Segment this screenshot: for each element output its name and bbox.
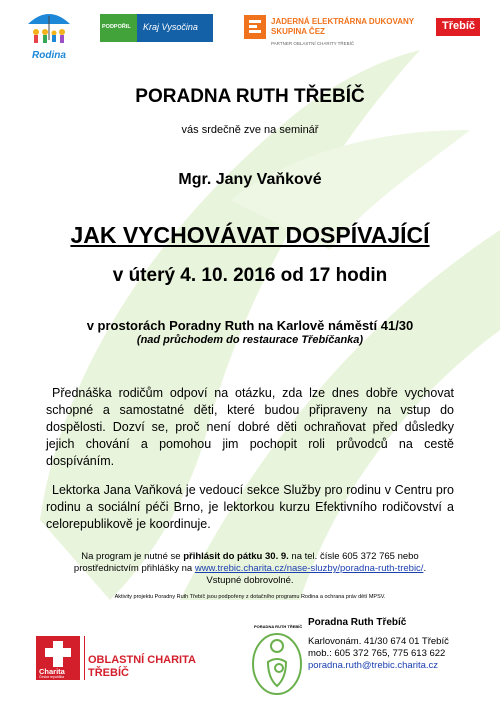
- description-paragraph-2: Lektorka Jana Vaňková je vedoucí sekce Služby pro rodinu v Centru pro rodinu a sociální péči Brno, je lektorkou kurzu Efektivního rodičovství a celorepublikově je koordinuje.: [46, 483, 454, 531]
- ruth-logo: [250, 620, 304, 696]
- kraj-small-text: PODPOŘIL: [102, 24, 131, 30]
- cez-line3: PARTNER OBLASTNÍ CHARITY TŘEBÍČ: [271, 41, 355, 46]
- charita-logo-sub: Česká republika: [39, 675, 65, 679]
- ruth-address: Karlovonám. 41/30 674 01 Třebíč: [308, 636, 449, 647]
- invite-line: vás srdečně zve na seminář: [181, 124, 319, 136]
- registration-prefix: Na program je nutné se: [81, 551, 184, 562]
- trebic-logo-text: Třebíč: [442, 20, 476, 32]
- charita-logo: [36, 636, 80, 680]
- charita-name-line2: TŘEBÍČ: [88, 667, 129, 679]
- charita-divider: [84, 636, 85, 680]
- ruth-email: poradna.ruth@trebic.charita.cz: [308, 660, 439, 671]
- registration-deadline: přihlásit do pátku 30. 9.: [183, 551, 289, 562]
- seminar-datetime: v úterý 4. 10. 2016 od 17 hodin: [112, 265, 388, 286]
- speaker-name: Mgr. Jany Vaňkové: [178, 171, 322, 188]
- cez-line1: JADERNÁ ELEKTRÁRNA DUKOVANY: [271, 17, 415, 26]
- registration-link[interactable]: www.trebic.charita.cz/nase-sluzby/poradna-ruth-trebic/: [194, 563, 424, 574]
- registration-admission: Vstupné dobrovolné.: [206, 575, 294, 586]
- rodina-logo-text: Rodina: [32, 50, 66, 61]
- seminar-headline: JAK VYCHOVÁVAT DOSPÍVAJÍCÍ: [70, 222, 430, 248]
- registration-line2-prefix: prostřednictvím přihlášky na: [73, 563, 195, 574]
- support-note: Aktivity projektu Poradny Ruth Třebíč jsou podpořeny z dotačního programu Rodina a ochrana práv dětí MPSV.: [114, 594, 386, 600]
- kraj-logo-left: [100, 14, 137, 42]
- seminar-place: v prostorách Poradny Ruth na Karlově náměstí 41/30: [86, 318, 414, 333]
- kraj-logo-right: [137, 14, 213, 42]
- trebic-logo: [436, 18, 480, 36]
- registration-middle: na tel. čísle 605 372 765 nebo: [288, 551, 419, 562]
- ruth-mother-child-icon: [250, 620, 304, 696]
- page-title: PORADNA RUTH TŘEBÍČ: [135, 86, 365, 107]
- ruth-title: Poradna Ruth Třebíč: [308, 617, 407, 628]
- registration-info: [0, 551, 500, 587]
- cez-line2: SKUPINA ČEZ: [271, 27, 325, 36]
- rodina-logo: [24, 6, 74, 64]
- charita-name: [88, 654, 196, 680]
- description-paragraph-1: Přednáška rodičům odpoví na otázku, zda lze dnes dobře vychovat schopné a samostatné děti, které budou připraveny na vstup do dospělosti. Dozví se, proč není dobré děti ochraňovat před důsledky jejich chování a pomohou jim pochopit roli průvodců na cestě dospíváním.: [46, 386, 454, 468]
- charita-name-line1: OBLASTNÍ CHARITA: [88, 654, 196, 666]
- ruth-logo-text: PORADNA RUTH TŘEBÍČ: [254, 624, 303, 629]
- ruth-phone: mob.: 605 372 765, 775 613 622: [308, 648, 446, 659]
- ruth-contact: [308, 636, 449, 672]
- kraj-name-text: Kraj Vysočina: [143, 22, 198, 32]
- registration-line2-suffix: .: [423, 563, 427, 574]
- seminar-place-note: (nad průchodem do restaurace Třebíčanka): [136, 334, 364, 346]
- charita-logo-text: Charita: [39, 667, 65, 676]
- cez-logo-icon: [244, 15, 266, 39]
